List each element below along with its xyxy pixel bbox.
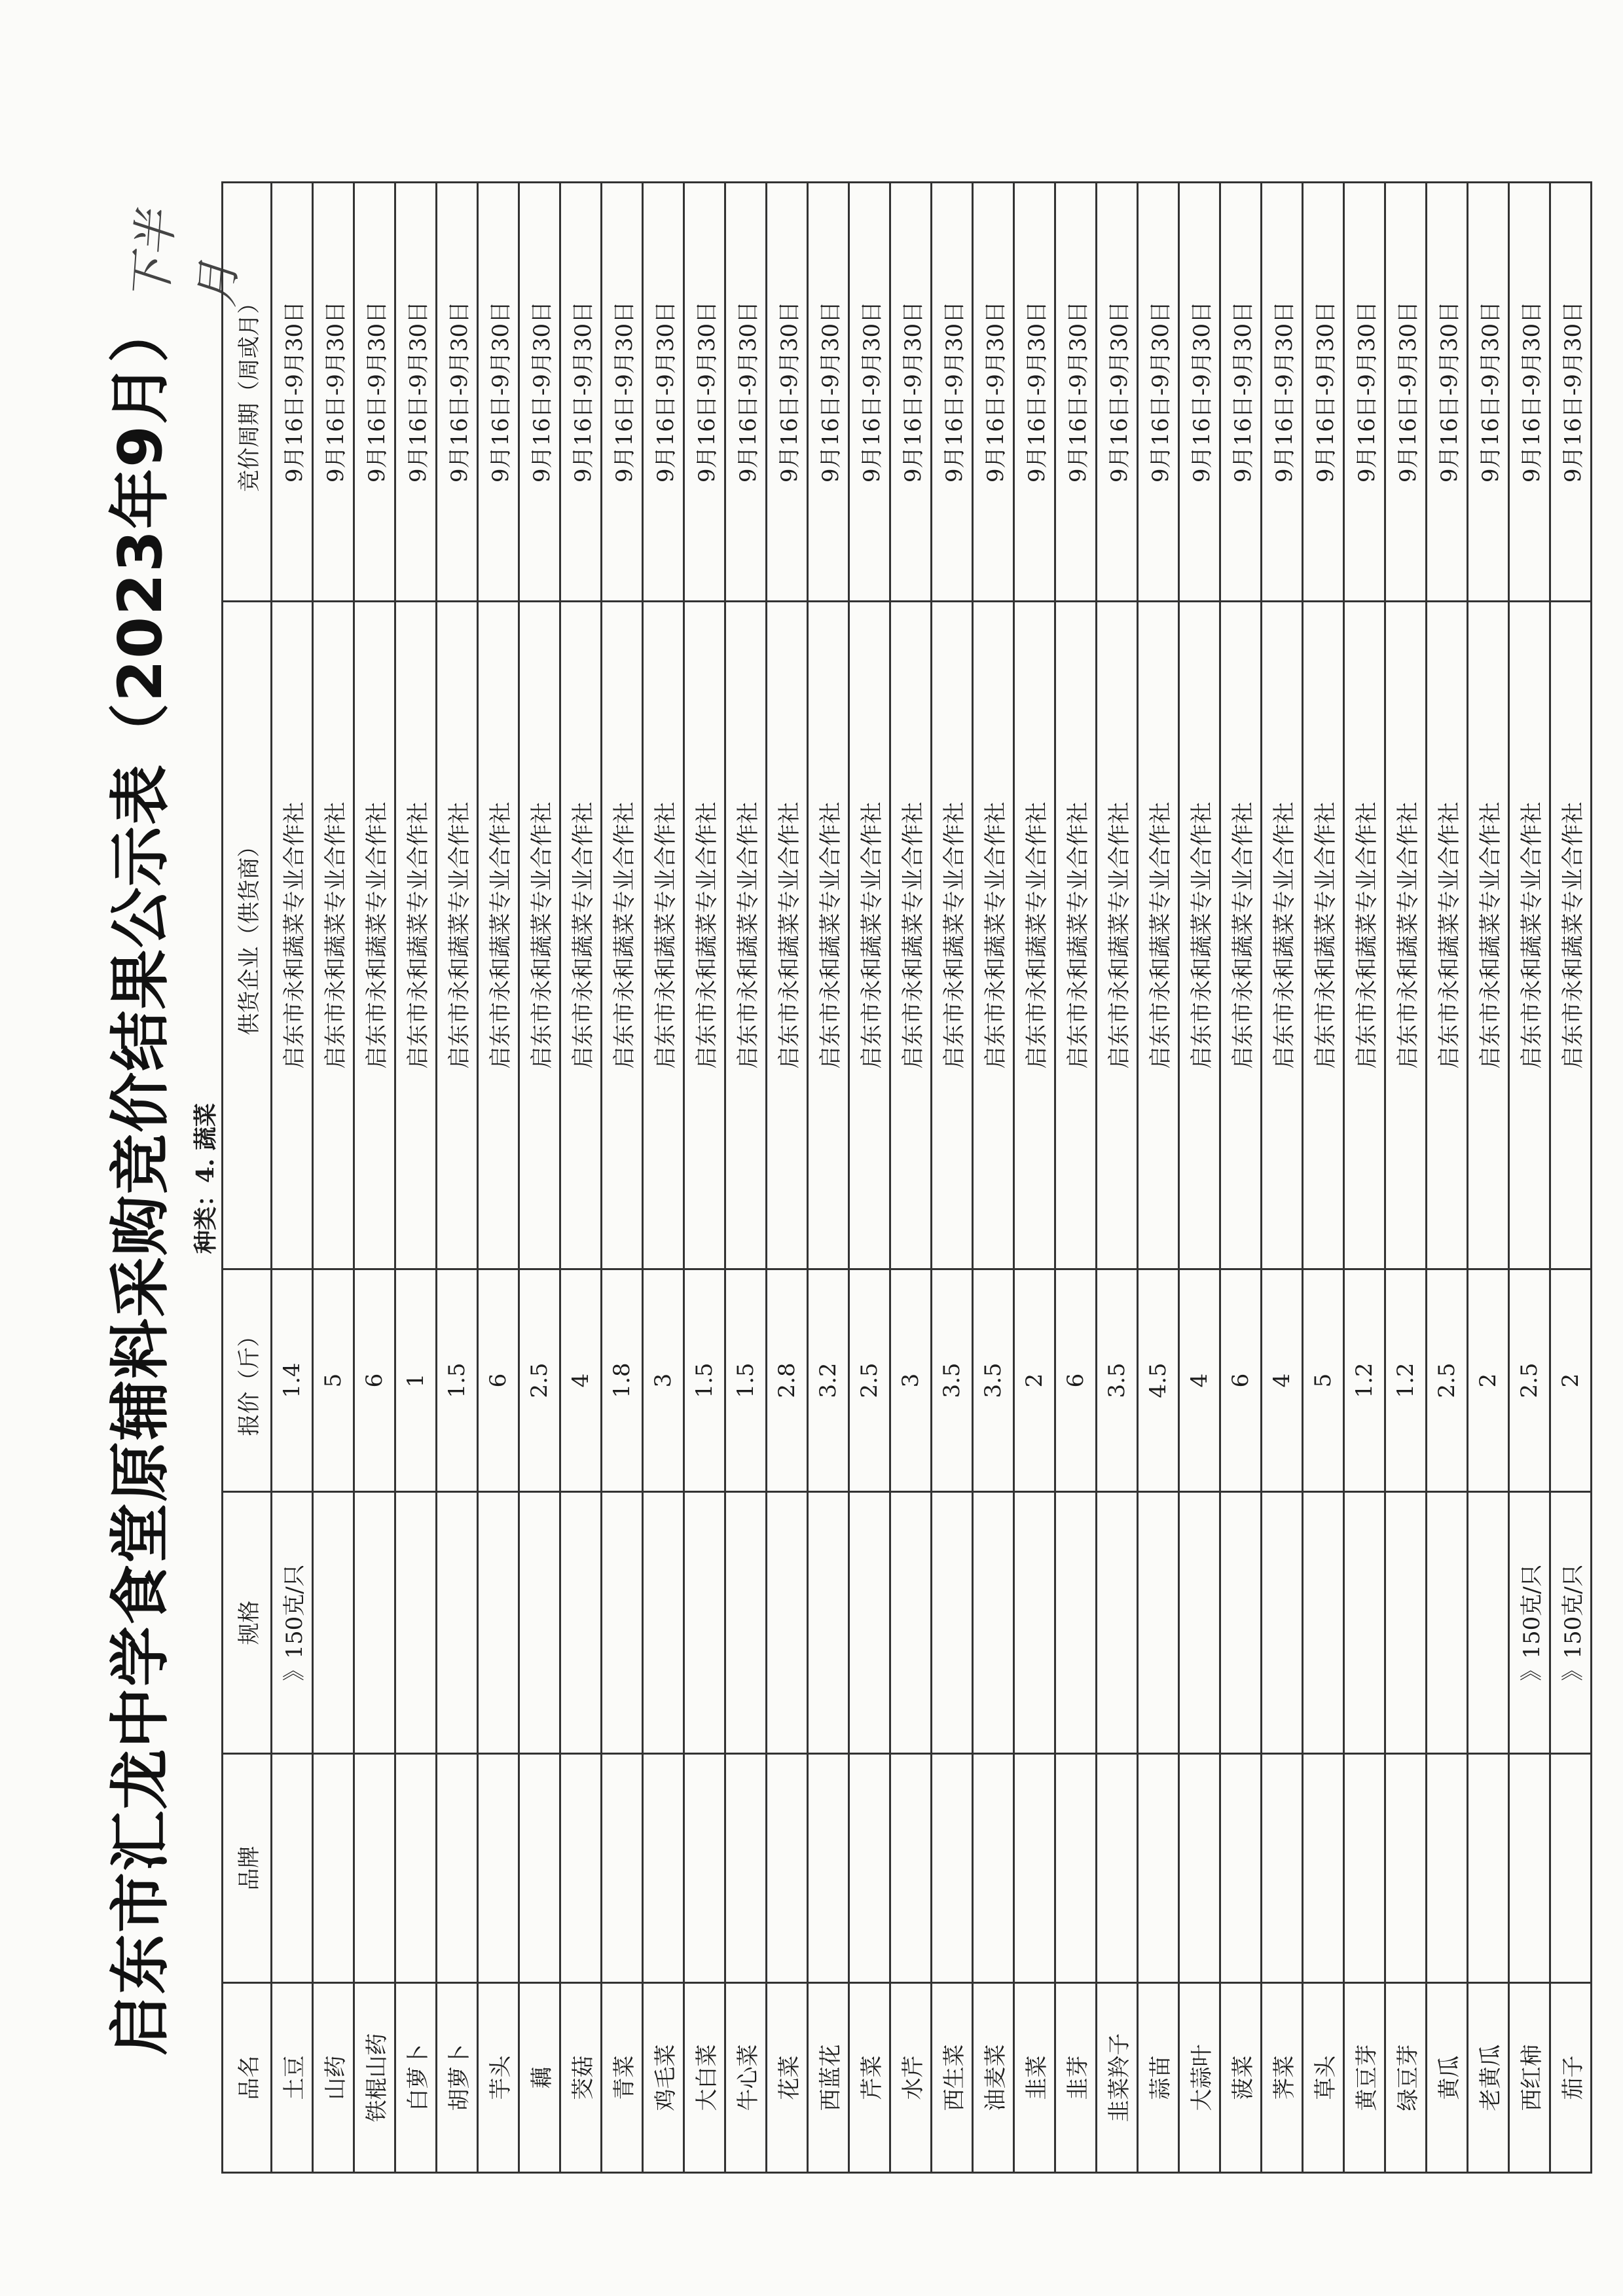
cell-supplier: 启东市永和蔬菜专业合作社 [395,602,437,1269]
cell-supplier: 启东市永和蔬菜专业合作社 [272,602,313,1269]
cell-price: 2.5 [849,1269,890,1492]
cell-name: 芹菜 [849,1983,890,2173]
header-name: 品名 [223,1983,272,2173]
cell-price: 6 [354,1269,395,1492]
cell-period: 9月16日-9月30日 [643,183,684,602]
cell-supplier: 启东市永和蔬菜专业合作社 [1138,602,1179,1269]
cell-brand [1468,1754,1509,1983]
cell-brand [684,1754,725,1983]
cell-name: 西蓝花 [808,1983,849,2173]
header-spec: 规格 [223,1492,272,1754]
cell-price: 1.2 [1344,1269,1385,1492]
cell-brand [890,1754,932,1983]
cell-price: 1.4 [272,1269,313,1492]
cell-brand [1138,1754,1179,1983]
cell-supplier: 启东市永和蔬菜专业合作社 [1097,602,1138,1269]
cell-supplier: 启东市永和蔬菜专业合作社 [478,602,519,1269]
cell-spec [849,1492,890,1754]
cell-spec [560,1492,602,1754]
cell-spec [973,1492,1014,1754]
table-row [725,183,767,2173]
cell-period: 9月16日-9月30日 [1179,183,1220,602]
cell-supplier: 启东市永和蔬菜专业合作社 [808,602,849,1269]
cell-name: 西红柿 [1509,1983,1550,2173]
cell-supplier: 启东市永和蔬菜专业合作社 [767,602,808,1269]
cell-price: 4 [1179,1269,1220,1492]
cell-brand [1344,1754,1385,1983]
table-row [560,183,602,2173]
cell-period: 9月16日-9月30日 [313,183,354,602]
cell-price: 1.5 [684,1269,725,1492]
table-row [1262,183,1303,2173]
cell-name: 韭芽 [1055,1983,1097,2173]
table-row [684,183,725,2173]
cell-name: 大白菜 [684,1983,725,2173]
cell-price: 1 [395,1269,437,1492]
cell-spec [602,1492,643,1754]
cell-price: 1.8 [602,1269,643,1492]
cell-brand [1097,1754,1138,1983]
cell-name: 茄子 [1550,1983,1592,2173]
cell-period: 9月16日-9月30日 [1303,183,1344,602]
handwritten-note: 下半月 [123,209,247,309]
cell-name: 铁棍山药 [354,1983,395,2173]
cell-price: 3.5 [973,1269,1014,1492]
cell-price: 6 [478,1269,519,1492]
cell-brand [1014,1754,1055,1983]
cell-period: 9月16日-9月30日 [932,183,973,602]
cell-supplier: 启东市永和蔬菜专业合作社 [890,602,932,1269]
cell-name: 土豆 [272,1983,313,2173]
table-row [1014,183,1055,2173]
cell-brand [1509,1754,1550,1983]
cell-spec [395,1492,437,1754]
cell-spec [519,1492,560,1754]
cell-name: 花菜 [767,1983,808,2173]
cell-name: 老黄瓜 [1468,1983,1509,2173]
cell-supplier: 启东市永和蔬菜专业合作社 [1385,602,1427,1269]
cell-period: 9月16日-9月30日 [684,183,725,602]
cell-period: 9月16日-9月30日 [890,183,932,602]
cell-supplier: 启东市永和蔬菜专业合作社 [313,602,354,1269]
table-row [1509,183,1550,2173]
cell-period: 9月16日-9月30日 [767,183,808,602]
cell-name: 牛心菜 [725,1983,767,2173]
cell-spec [684,1492,725,1754]
cell-brand [1303,1754,1344,1983]
cell-name: 黄豆芽 [1344,1983,1385,2173]
document-title: 启东市汇龙中学食堂原辅料采购竞价结果公示表（2023年9月） [105,301,175,2056]
cell-spec [313,1492,354,1754]
cell-spec [890,1492,932,1754]
cell-supplier: 启东市永和蔬菜专业合作社 [1220,602,1262,1269]
table-row [973,183,1014,2173]
cell-name: 茭菇 [560,1983,602,2173]
table-row [272,183,313,2173]
cell-price: 4 [560,1269,602,1492]
cell-supplier: 启东市永和蔬菜专业合作社 [519,602,560,1269]
cell-price: 3.2 [808,1269,849,1492]
cell-spec [1427,1492,1468,1754]
cell-spec [1303,1492,1344,1754]
cell-price: 2 [1550,1269,1592,1492]
cell-period: 9月16日-9月30日 [437,183,478,602]
table-row [890,183,932,2173]
cell-supplier: 启东市永和蔬菜专业合作社 [602,602,643,1269]
cell-spec [354,1492,395,1754]
cell-name: 大蒜叶 [1179,1983,1220,2173]
cell-name: 韭菜 [1014,1983,1055,2173]
cell-name: 黄瓜 [1427,1983,1468,2173]
price-table [221,181,1592,2174]
table-row [1550,183,1592,2173]
cell-spec [808,1492,849,1754]
cell-price: 2.5 [1509,1269,1550,1492]
cell-supplier: 启东市永和蔬菜专业合作社 [849,602,890,1269]
cell-price: 4.5 [1138,1269,1179,1492]
table-row [643,183,684,2173]
cell-price: 3.5 [932,1269,973,1492]
cell-supplier: 启东市永和蔬菜专业合作社 [354,602,395,1269]
cell-price: 1.5 [437,1269,478,1492]
cell-price: 2.5 [519,1269,560,1492]
cell-period: 9月16日-9月30日 [1138,183,1179,602]
cell-spec [1138,1492,1179,1754]
cell-supplier: 启东市永和蔬菜专业合作社 [1344,602,1385,1269]
cell-period: 9月16日-9月30日 [395,183,437,602]
cell-price: 4 [1262,1269,1303,1492]
table-row [1097,183,1138,2173]
cell-name: 芋头 [478,1983,519,2173]
cell-price: 3 [643,1269,684,1492]
cell-brand [1550,1754,1592,1983]
cell-brand [767,1754,808,1983]
cell-period: 9月16日-9月30日 [602,183,643,602]
cell-brand [1262,1754,1303,1983]
cell-name: 水芹 [890,1983,932,2173]
cell-supplier: 启东市永和蔬菜专业合作社 [1427,602,1468,1269]
cell-spec [1014,1492,1055,1754]
cell-price: 6 [1220,1269,1262,1492]
table-row [478,183,519,2173]
cell-brand [849,1754,890,1983]
cell-period: 9月16日-9月30日 [1427,183,1468,602]
cell-name: 蒜苗 [1138,1983,1179,2173]
cell-price: 5 [1303,1269,1344,1492]
cell-price: 2 [1014,1269,1055,1492]
cell-name: 胡萝卜 [437,1983,478,2173]
cell-brand [313,1754,354,1983]
cell-brand [519,1754,560,1983]
table-row [519,183,560,2173]
cell-price: 2.8 [767,1269,808,1492]
cell-name: 绿豆芽 [1385,1983,1427,2173]
cell-period: 9月16日-9月30日 [272,183,313,602]
cell-period: 9月16日-9月30日 [1385,183,1427,602]
header-brand: 品牌 [223,1754,272,1983]
cell-period: 9月16日-9月30日 [1468,183,1509,602]
cell-supplier: 启东市永和蔬菜专业合作社 [1055,602,1097,1269]
table-row [849,183,890,2173]
header-row [223,183,272,2173]
cell-period: 9月16日-9月30日 [1509,183,1550,602]
cell-name: 草头 [1303,1983,1344,2173]
cell-supplier: 启东市永和蔬菜专业合作社 [1014,602,1055,1269]
cell-period: 9月16日-9月30日 [519,183,560,602]
cell-name: 鸡毛菜 [643,1983,684,2173]
cell-name: 韭菜羚子 [1097,1983,1138,2173]
cell-name: 白萝卜 [395,1983,437,2173]
table-row [1385,183,1427,2173]
table-row [808,183,849,2173]
table-row [767,183,808,2173]
cell-price: 1.5 [725,1269,767,1492]
cell-price: 1.2 [1385,1269,1427,1492]
header-price: 报价（斤） [223,1269,272,1492]
cell-period: 9月16日-9月30日 [1097,183,1138,602]
cell-supplier: 启东市永和蔬菜专业合作社 [1179,602,1220,1269]
table-row [1220,183,1262,2173]
cell-period: 9月16日-9月30日 [1055,183,1097,602]
cell-brand [1385,1754,1427,1983]
cell-period: 9月16日-9月30日 [973,183,1014,602]
header-period: 竞价周期（周或月） [223,183,272,602]
cell-period: 9月16日-9月30日 [354,183,395,602]
cell-name: 青菜 [602,1983,643,2173]
cell-spec [1097,1492,1138,1754]
cell-period: 9月16日-9月30日 [1220,183,1262,602]
cell-spec [478,1492,519,1754]
cell-price: 5 [313,1269,354,1492]
table-row [395,183,437,2173]
table-row [354,183,395,2173]
cell-name: 荠菜 [1262,1983,1303,2173]
cell-spec [1468,1492,1509,1754]
cell-supplier: 启东市永和蔬菜专业合作社 [973,602,1014,1269]
cell-period: 9月16日-9月30日 [849,183,890,602]
cell-spec [1262,1492,1303,1754]
cell-brand [602,1754,643,1983]
cell-supplier: 启东市永和蔬菜专业合作社 [932,602,973,1269]
cell-spec [932,1492,973,1754]
cell-supplier: 启东市永和蔬菜专业合作社 [1303,602,1344,1269]
cell-brand [1179,1754,1220,1983]
cell-price: 3 [890,1269,932,1492]
cell-brand [1055,1754,1097,1983]
cell-spec [643,1492,684,1754]
cell-period: 9月16日-9月30日 [1262,183,1303,602]
cell-period: 9月16日-9月30日 [560,183,602,602]
cell-name: 菠菜 [1220,1983,1262,2173]
cell-name: 山药 [313,1983,354,2173]
cell-name: 藕 [519,1983,560,2173]
cell-spec [1179,1492,1220,1754]
cell-supplier: 启东市永和蔬菜专业合作社 [1550,602,1592,1269]
header-supplier: 供货企业（供货商） [223,602,272,1269]
cell-name: 油麦菜 [973,1983,1014,2173]
cell-spec [1055,1492,1097,1754]
table-row [1344,183,1385,2173]
cell-brand [272,1754,313,1983]
table-row [602,183,643,2173]
cell-brand [395,1754,437,1983]
table-row [1138,183,1179,2173]
cell-spec: 》150克/只 [272,1492,313,1754]
cell-supplier: 启东市永和蔬菜专业合作社 [437,602,478,1269]
cell-spec [767,1492,808,1754]
cell-supplier: 启东市永和蔬菜专业合作社 [725,602,767,1269]
cell-brand [1427,1754,1468,1983]
cell-brand [478,1754,519,1983]
cell-period: 9月16日-9月30日 [808,183,849,602]
cell-spec [725,1492,767,1754]
table-row [1303,183,1344,2173]
cell-supplier: 启东市永和蔬菜专业合作社 [560,602,602,1269]
cell-price: 3.5 [1097,1269,1138,1492]
cell-brand [973,1754,1014,1983]
cell-price: 2 [1468,1269,1509,1492]
cell-period: 9月16日-9月30日 [1550,183,1592,602]
cell-supplier: 启东市永和蔬菜专业合作社 [1262,602,1303,1269]
cell-price: 6 [1055,1269,1097,1492]
cell-price: 2.5 [1427,1269,1468,1492]
table-row [1468,183,1509,2173]
cell-brand [560,1754,602,1983]
cell-name: 西生菜 [932,1983,973,2173]
table-row [1179,183,1220,2173]
cell-brand [1220,1754,1262,1983]
cell-period: 9月16日-9月30日 [725,183,767,602]
cell-spec: 》150克/只 [1550,1492,1592,1754]
cell-brand [437,1754,478,1983]
table-row [1055,183,1097,2173]
cell-spec [1344,1492,1385,1754]
table-body [272,183,1592,2173]
cell-supplier: 启东市永和蔬菜专业合作社 [643,602,684,1269]
category-label: 种类：4. 蔬菜 [192,1102,219,1254]
cell-brand [932,1754,973,1983]
cell-brand [725,1754,767,1983]
rotated-document [92,183,1586,2174]
cell-spec [1385,1492,1427,1754]
cell-period: 9月16日-9月30日 [1344,183,1385,602]
table-row [437,183,478,2173]
cell-spec [437,1492,478,1754]
cell-supplier: 启东市永和蔬菜专业合作社 [1509,602,1550,1269]
cell-period: 9月16日-9月30日 [478,183,519,602]
cell-supplier: 启东市永和蔬菜专业合作社 [684,602,725,1269]
cell-brand [643,1754,684,1983]
table-row [932,183,973,2173]
table-row [1427,183,1468,2173]
cell-supplier: 启东市永和蔬菜专业合作社 [1468,602,1509,1269]
cell-spec: 》150克/只 [1509,1492,1550,1754]
cell-spec [1220,1492,1262,1754]
cell-period: 9月16日-9月30日 [1014,183,1055,602]
cell-brand [354,1754,395,1983]
cell-brand [808,1754,849,1983]
table-row [313,183,354,2173]
